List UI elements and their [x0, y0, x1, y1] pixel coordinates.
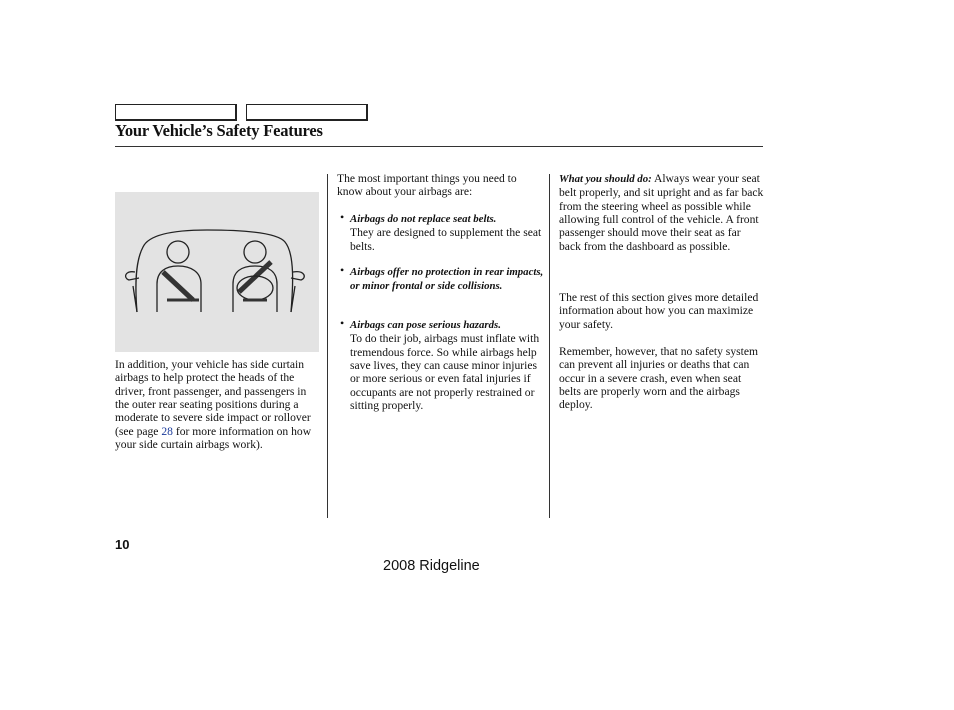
paragraph-text: In addition, your vehicle has side curtain airbags to help protect the heads of the driver, front passenger, and passengers in the outer rear seating positions during a moderate to severe side impact or rollover (see page	[115, 358, 311, 438]
bullet-icon: •	[340, 210, 345, 224]
footer-model-year: 2008 Ridgeline	[383, 558, 480, 574]
nav-tab-index[interactable]	[246, 104, 368, 121]
paragraph-text: for more information on how your side curtain airbags work).	[115, 424, 312, 452]
maximize-safety-paragraph: The rest of this section gives more detailed information about how you can maximize your safety.	[559, 291, 759, 331]
occupants-icon	[115, 192, 319, 352]
no-safety-system-paragraph: Remember, however, that no safety system can prevent all injuries or deaths that can occur in a severe crash, even when seat belts are properly worn and the airbags deploy.	[559, 345, 759, 412]
page-link[interactable]: 28	[161, 424, 173, 438]
bullet-heading: Airbags can pose serious hazards.	[350, 319, 501, 331]
nav-tab-main-menu[interactable]	[115, 104, 237, 121]
bullet-text: They are designed to supplement the seat belts.	[350, 226, 542, 253]
seat-belt-illustration	[115, 192, 319, 352]
paragraph-text: Always wear your seat belt properly, and sit upright and as far back from the steering wheel as possible while allowing full control of the vehicle. A front passenger should move their seat as far back from the dashboard as possible.	[559, 172, 764, 253]
what-you-should-do-paragraph	[559, 172, 765, 253]
bullet-text: To do their job, airbags must inflate with tremendous force. So while airbags help save lives, they can cause minor injuries or more serious or even fatal injuries if occupants are not properly restrained or sitting properly.	[350, 332, 540, 413]
side-curtain-airbags-paragraph	[115, 358, 323, 451]
page-title: Your Vehicle’s Safety Features	[115, 121, 323, 140]
column-divider	[327, 174, 328, 518]
airbags-intro: The most important things you need to know about your airbags are:	[337, 172, 517, 199]
column-divider	[549, 174, 550, 518]
bullet-icon: •	[340, 316, 345, 330]
lead-heading: What you should do:	[559, 173, 652, 185]
title-divider	[115, 146, 763, 147]
page-number: 10	[115, 537, 130, 552]
bullet-heading: Airbags offer no protection in rear impacts, or minor frontal or side collisions.	[350, 266, 544, 293]
bullet-heading: Airbags do not replace seat belts.	[350, 213, 497, 225]
bullet-icon: •	[340, 263, 345, 277]
